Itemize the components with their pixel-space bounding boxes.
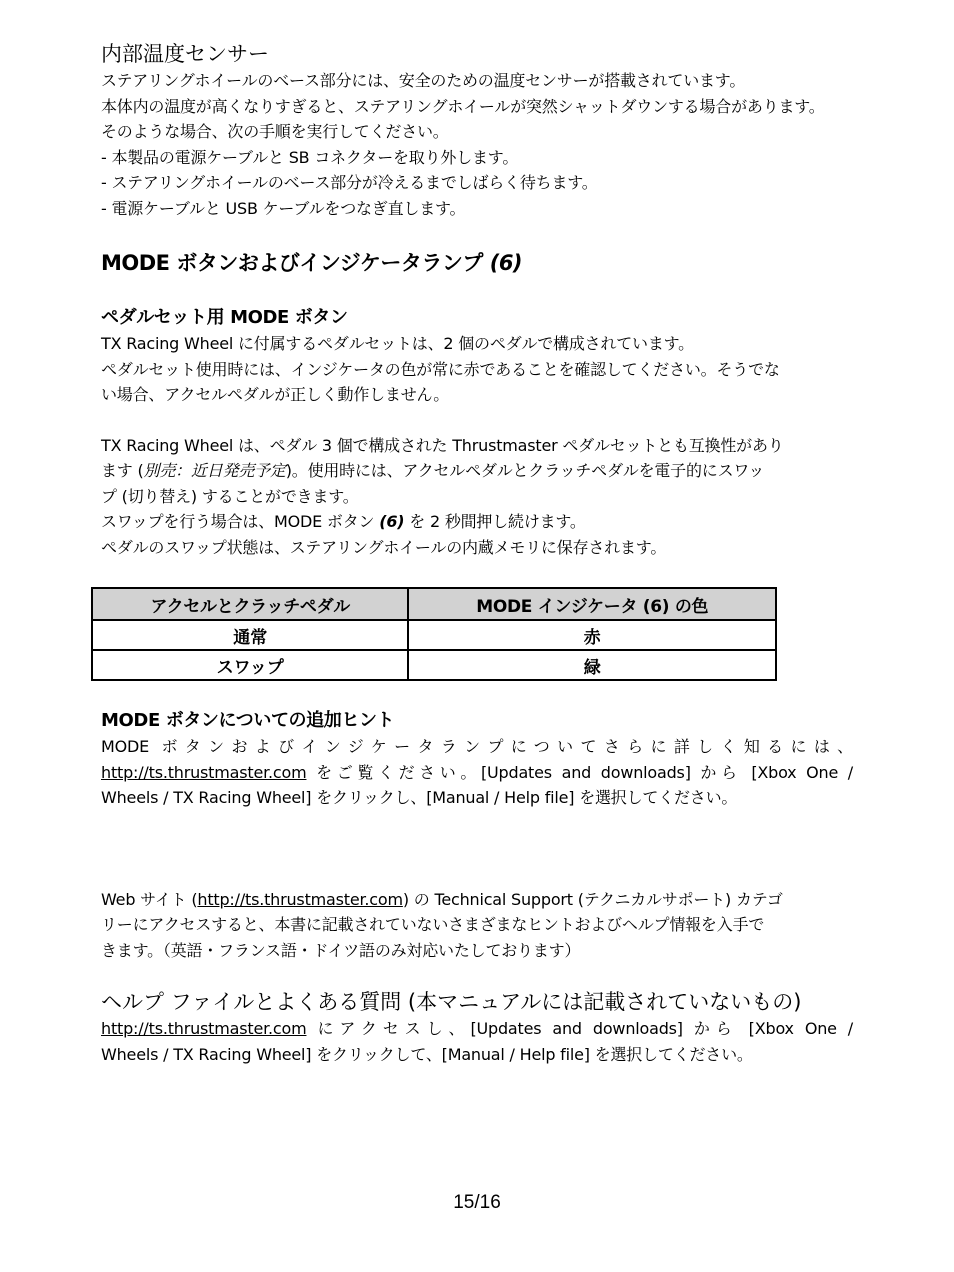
support-line-3: きます。（英語・フランス語・ドイツ語のみ対応いたしております）: [101, 940, 581, 960]
sensor-line-3: そのような場合、次の手順を実行してください。: [101, 122, 449, 141]
support-line-1-a: Web サイト (: [101, 889, 198, 909]
support-link[interactable]: http://ts.thrustmaster.com: [197, 889, 403, 909]
faq-line-1-rest: にアクセスし、[Updates and downloads] から [Xbox One /: [306, 1019, 853, 1038]
compat-line-3: プ (切り替え) することができます。: [101, 486, 359, 506]
table-cell-color: 緑: [408, 650, 776, 680]
mode-title-text: MODE ボタンおよびインジケータランプ: [101, 251, 483, 275]
compat-line-1: TX Racing Wheel は、ペダル 3 個で構成された Thrustmaster ペダルセットとも互換性があり: [101, 435, 784, 455]
support-line-2: リーにアクセスすると、本書に記載されていないさまざまなヒントおよびヘルプ情報を入手で: [101, 915, 765, 934]
table-row: [92, 650, 776, 680]
tips-link[interactable]: http://ts.thrustmaster.com: [101, 762, 307, 782]
support-line-1: [101, 887, 853, 913]
sensor-step-3: - 電源ケーブルと USB ケーブルをつなぎ直します。: [101, 198, 466, 218]
swap-line-italic: (6): [379, 512, 405, 531]
mode-color-table: [91, 587, 777, 681]
table-cell-mode: 通常: [92, 620, 408, 650]
compat-line-2-italic: 別売：近日発売予定: [143, 461, 286, 480]
table-row: [92, 620, 776, 650]
faq-link[interactable]: http://ts.thrustmaster.com: [101, 1019, 307, 1038]
sensor-step-2: - ステアリングホイールのベース部分が冷えるまでしばらく待ちます。: [101, 173, 598, 192]
tips-line-3: Wheels / TX Racing Wheel] をクリックし、[Manual / Help file] を選択してください。: [101, 788, 738, 807]
mode-title-ref: (6): [489, 251, 523, 275]
table-cell-mode: スワップ: [92, 650, 408, 680]
sensor-title: 内部温度センサー: [101, 42, 269, 66]
sensor-line-2: 本体内の温度が高くなりすぎると、ステアリングホイールが突然シャットダウンする場合があります。: [101, 96, 825, 116]
compat-line-2-b: )。使用時には、アクセルペダルとクラッチペダルを電子的にスワッ: [285, 461, 765, 480]
pedal-line-2: ペダルセット使用時には、インジケータの色が常に赤であることを確認してください。そうでな: [101, 359, 780, 379]
table-header-indicator: MODE インジケータ (6) の色: [408, 588, 776, 620]
tips-line-1: MODE ボタンおよびインジケータランプについてさらに詳しく知るには、: [101, 737, 853, 756]
tips-title: MODE ボタンについての追加ヒント: [101, 710, 395, 731]
compat-line-2: [101, 458, 853, 484]
tips-line-2-rest: をご覧ください。[Updates and downloads] から [Xbox One /: [306, 762, 853, 782]
table-header-row: [92, 588, 776, 620]
pedal-line-3: い場合、アクセルペダルが正しく動作しません。: [101, 385, 450, 404]
memory-line: ペダルのスワップ状態は、ステアリングホイールの内蔵メモリに保存されます。: [101, 537, 667, 557]
document-page: [101, 40, 853, 1067]
sensor-step-1: - 本製品の電源ケーブルと SB コネクターを取り外します。: [101, 147, 519, 167]
faq-line-1: [101, 1016, 853, 1042]
mode-section-title: [101, 249, 853, 277]
swap-line: [101, 509, 853, 535]
page-number: 15/16: [453, 1192, 501, 1213]
sensor-line-1: ステアリングホイールのベース部分には、安全のための温度センサーが搭載されています。: [101, 71, 746, 90]
support-line-1-b: ) の Technical Support (テクニカルサポート) カテゴ: [402, 889, 783, 909]
pedal-subtitle: ペダルセット用 MODE ボタン: [101, 307, 348, 328]
tips-line-2: [101, 760, 853, 786]
faq-title: ヘルプ ファイルとよくある質問 (本マニュアルには記載されていないもの): [101, 990, 802, 1014]
swap-line-a: スワップを行う場合は、MODE ボタン: [101, 512, 380, 531]
table-header-pedals: アクセルとクラッチペダル: [92, 588, 408, 620]
pedal-line-1: TX Racing Wheel に付属するペダルセットは、2 個のペダルで構成されています。: [101, 334, 694, 353]
faq-line-2: Wheels / TX Racing Wheel] をクリックして、[Manual / Help file] を選択してください。: [101, 1044, 753, 1064]
compat-line-2-a: ます (: [101, 461, 144, 480]
swap-line-b: を 2 秒間押し続けます。: [404, 512, 586, 531]
table-cell-color: 赤: [408, 620, 776, 650]
